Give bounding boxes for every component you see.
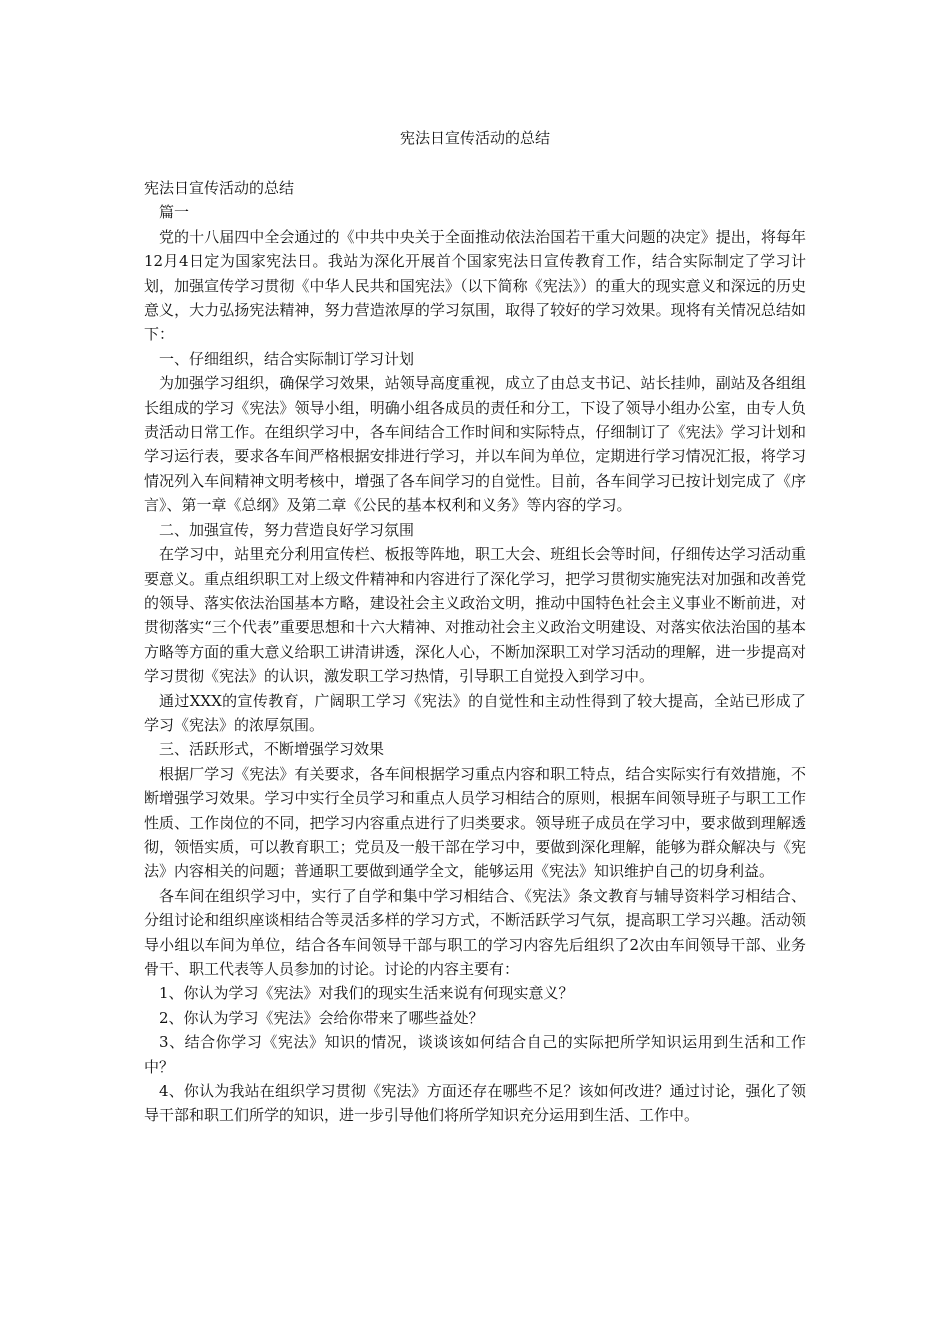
paragraph: 在学习中，站里充分利用宣传栏、板报等阵地，职工大会、班组长会等时间，仔细传达学习活动重要意义。重点组织职工对上级文件精神和内容进行了深化学习，把学习贯彻实施宪法对加强和改善党的领导、落实依法治国基本方略，建设社会主义政治文明，推动中国特色社会主义事业不断前进，对贯彻落实“三个代表”重要思想和十六大精神、对推动社会主义政治文明建设、对落实依法治国的基本方略等方面的重大意义给职工讲清讲透，深化人心，不断加深职工对学习活动的理解，进一步提高对学习贯彻《宪法》的认识，激发职工学习热情，引导职工自觉投入到学习中。 xyxy=(144,545,806,686)
paragraph: 各车间在组织学习中，实行了自学和集中学习相结合、《宪法》条文教育与辅导资料学习相结合、分组讨论和组织座谈相结合等灵活多样的学习方式，不断活跃学习气氛，提高职工学习兴趣。活动领导小组以车间为单位，结合各车间领导干部与职工的学习内容先后组织了2次由车间领导干部、业务骨干、职工代表等人员参加的讨论。讨论的内容主要有： xyxy=(144,886,806,978)
paragraph: 根据厂学习《宪法》有关要求，各车间根据学习重点内容和职工特点，结合实际实行有效措施，不断增强学习效果。学习中实行全员学习和重点人员学习相结合的原则，根据车间领导班子与职工工作性质、工作岗位的不同，把学习内容重点进行了归类要求。领导班子成员在学习中，要求做到理解透彻，领悟实质，可以教育职工；党员及一般干部在学习中，要做到深化理解，能够为群众解决与《宪法》内容相关的问题；普通职工要做到通学全文，能够运用《宪法》知识维护自己的切身利益。 xyxy=(144,764,806,881)
paragraph: 篇一 xyxy=(159,203,190,222)
paragraph: 4、你认为我站在组织学习贯彻《宪法》方面还存在哪些不足？该如何改进？通过讨论，强化了领导干部和职工们所学的知识，进一步引导他们将所学知识充分运用到生活、工作中。 xyxy=(144,1082,806,1125)
paragraph: 3、结合你学习《宪法》知识的情况，谈谈该如何结合自己的实际把所学知识运用到生活和工作中？ xyxy=(144,1033,806,1076)
paragraph: 三、活跃形式，不断增强学习效果 xyxy=(159,740,385,759)
paragraph: 为加强学习组织，确保学习效果，站领导高度重视，成立了由总支书记、站长挂帅，副站及各组组长组成的学习《宪法》领导小组，明确小组各成员的责任和分工，下设了领导小组办公室，由专人负责活动日常工作。在组织学习中，各车间结合工作时间和实际特点，仔细制订了《宪法》学习计划和学习运行表，要求各车间严格根据安排进行学习，并以车间为单位，定期进行学习情况汇报，将学习情况列入车间精神文明考核中，增强了各车间学习的自觉性。目前，各车间学习已按计划完成了《序言》、第一章《总纲》及第二章《公民的基本权利和义务》等内容的学习。 xyxy=(144,374,806,515)
paragraph: 2、你认为学习《宪法》会给你带来了哪些益处？ xyxy=(159,1008,484,1027)
paragraph: 党的十八届四中全会通过的《中共中央关于全面推动依法治国若干重大问题的决定》提出，将每年12月4日定为国家宪法日。我站为深化开展首个国家宪法日宣传教育工作，结合实际制定了学习计划，加强宣传学习贯彻《中华人民共和国宪法》（以下简称《宪法》）的重大的现实意义和深远的历史意义，大力弘扬宪法精神，努力营造浓厚的学习氛围，取得了较好的学习效果。现将有关情况总结如下： xyxy=(144,227,806,344)
document-body xyxy=(144,176,806,1128)
paragraph: 一、仔细组织，结合实际制订学习计划 xyxy=(159,349,415,368)
document-title: 宪法日宣传活动的总结 xyxy=(399,129,550,147)
paragraph: 1、你认为学习《宪法》对我们的现实生活来说有何现实意义？ xyxy=(159,984,574,1003)
paragraph: 通过XXX的宣传教育，广阔职工学习《宪法》的自觉性和主动性得到了较大提高，全站已形成了学习《宪法》的浓厚氛围。 xyxy=(144,691,806,734)
document-subtitle: 宪法日宣传活动的总结 xyxy=(144,179,295,197)
paragraph: 二、加强宣传，努力营造良好学习氛围 xyxy=(159,520,415,539)
